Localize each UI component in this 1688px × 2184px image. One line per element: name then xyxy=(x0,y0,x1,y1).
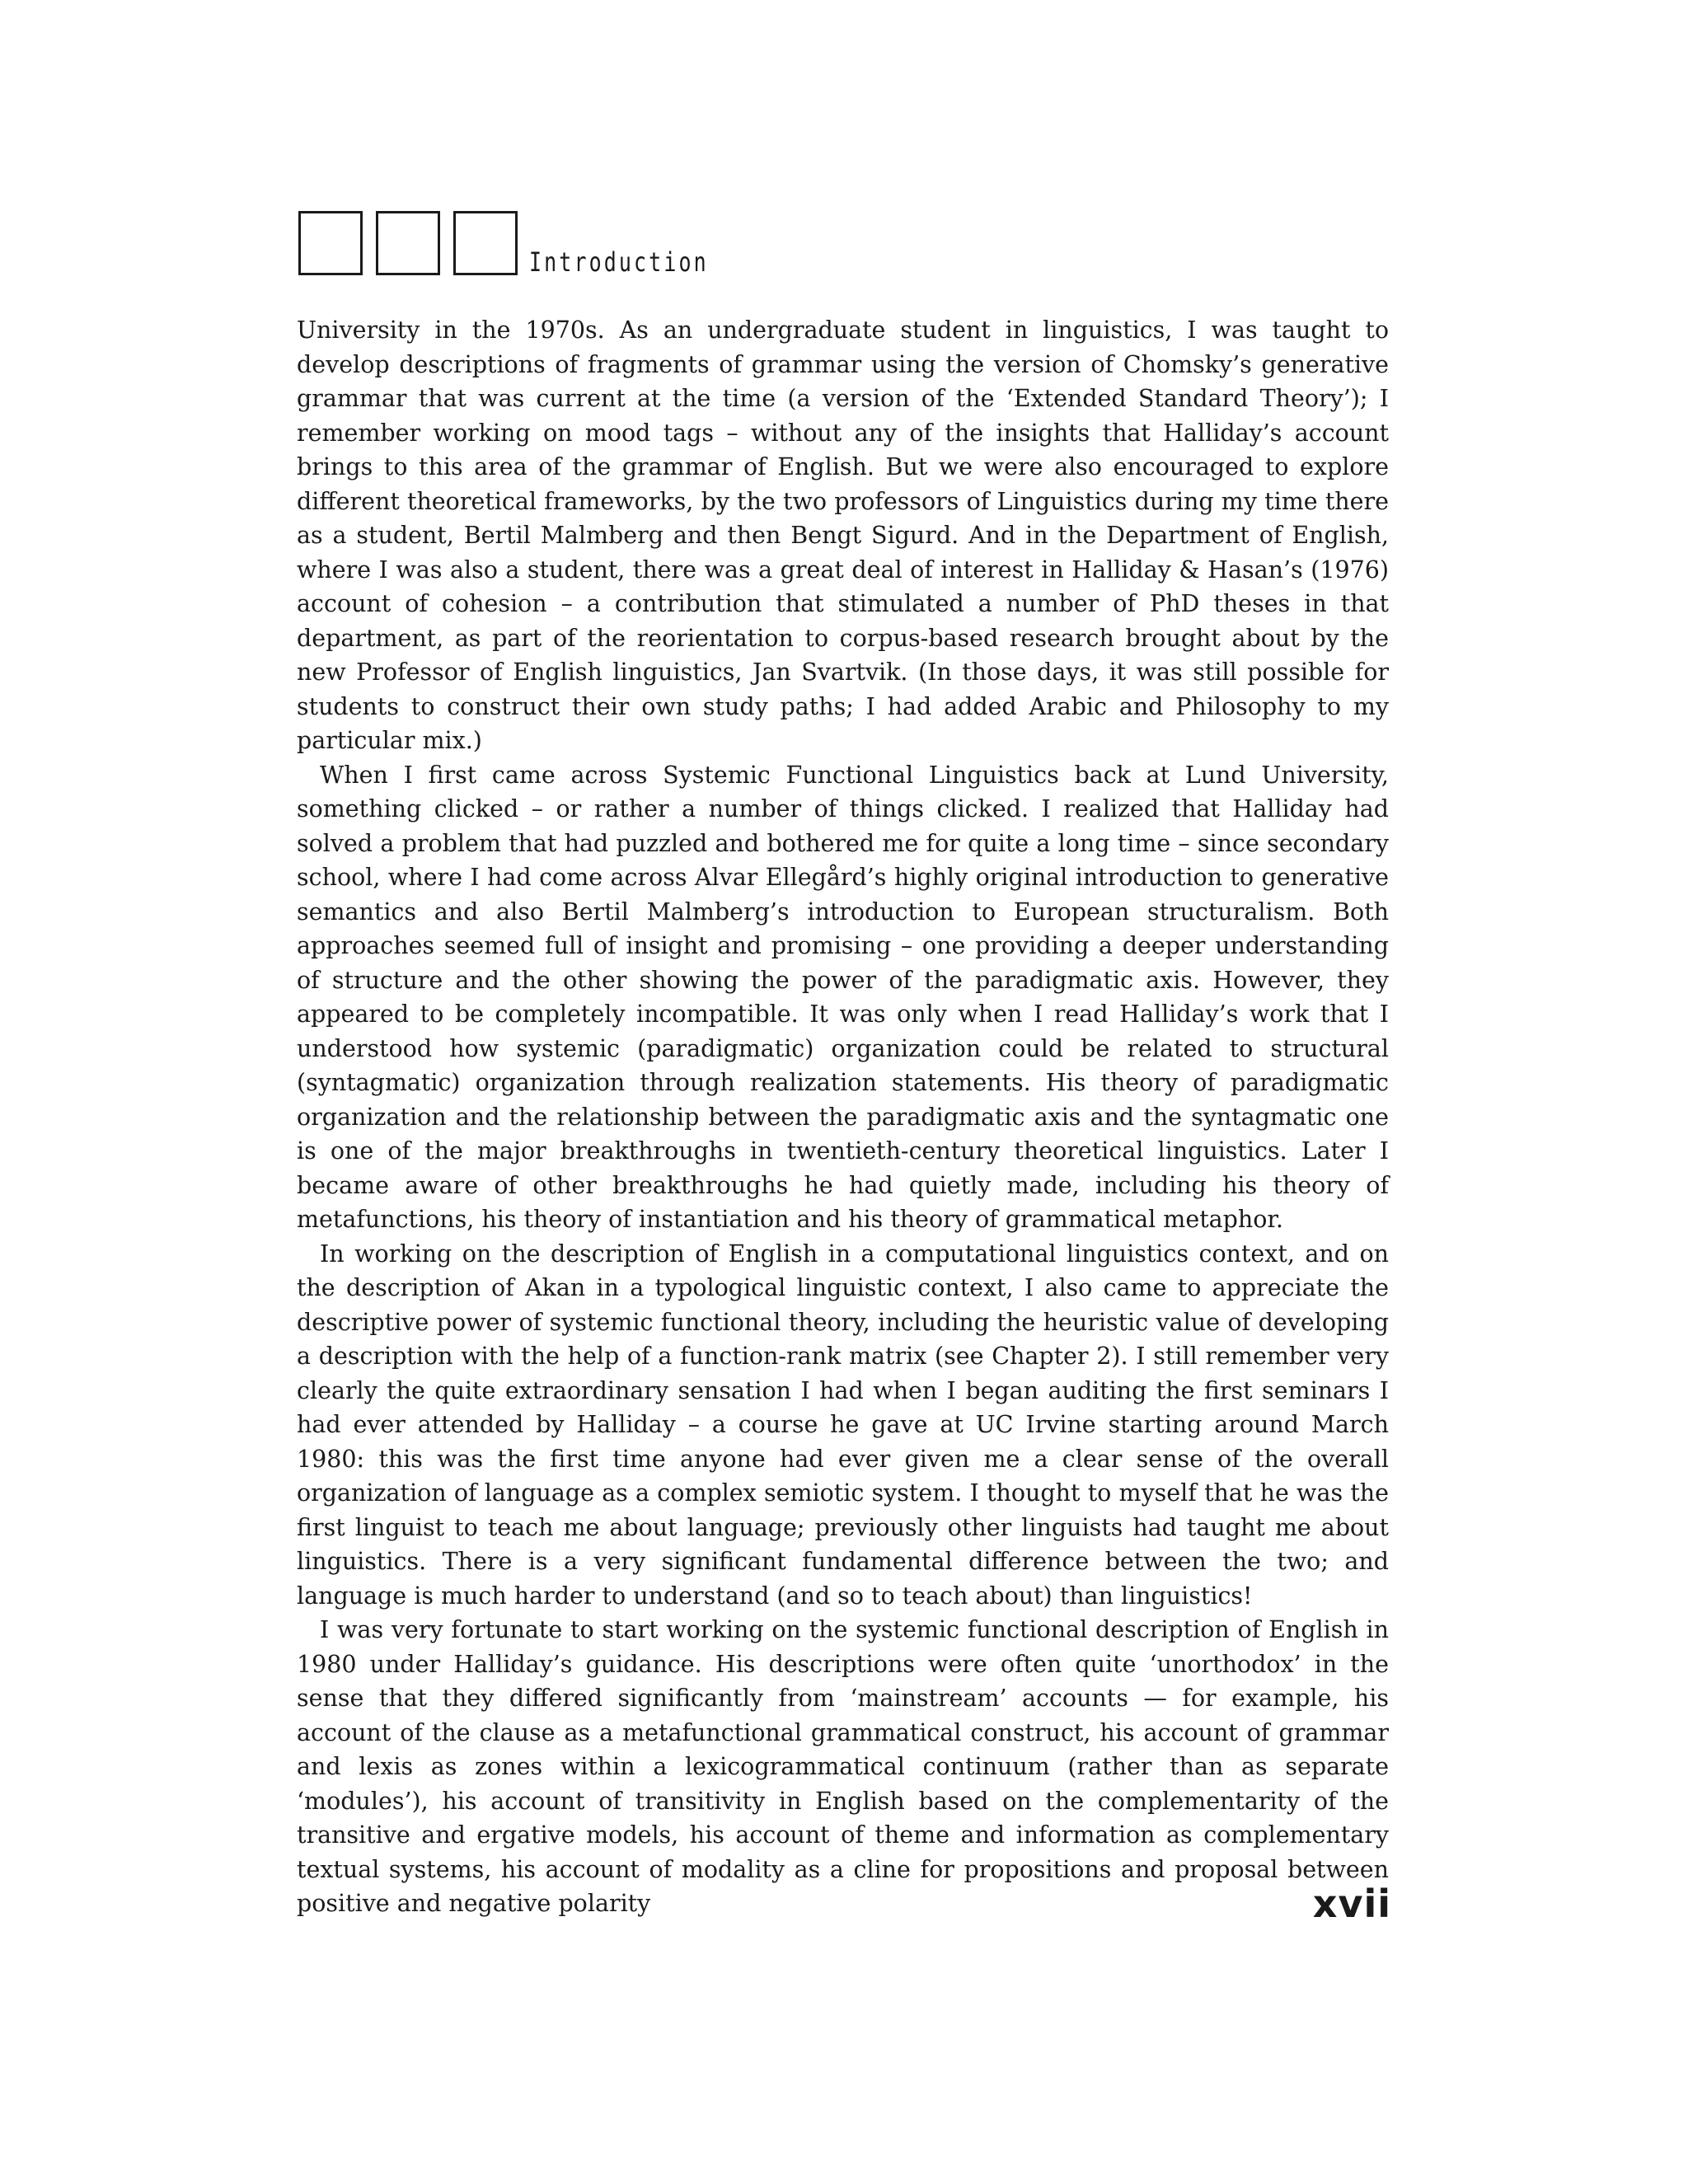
paragraph: In working on the description of English in a computational linguistics context, and on the description of Akan in a typological linguistic context, I also came to appreciate the descriptive power of systemic functional theory, including the heuristic value of developing a description with the help of a function-rank matrix (see Chapter 2). I still remember very clearly the quite extraordinary sensation I had when I began auditing the first seminars I had ever attended by Halliday – a course he gave at UC Irvine starting around March 1980: this was the first time anyone had ever given me a clear sense of the overall organization of language as a complex semiotic system. I thought to myself that he was the first linguist to teach me about language; previously other linguists had taught me about linguistics. There is a very significant fundamental difference between the two; and language is much harder to understand (and so to teach about) than linguistics! xyxy=(297,1240,1389,1610)
header-box-ornament xyxy=(376,211,440,275)
paragraph: I was very fortunate to start working on the systemic functional description of English in 1980 under Halliday’s guidance. His descriptions were often quite ‘unorthodox’ in the sense that they differed significantly from ‘mainstream’ accounts — for example, his account of the clause as a metafunctional grammatical construct, his account of grammar and lexis as zones within a lexicogrammatical continuum (rather than as separate ‘modules’), his account of transitivity in English based on the complementarity of the transitive and ergative models, his account of theme and information as complementary textual systems, his account of modality as a cline for propositions and proposal between positive and negative polarity xyxy=(297,1616,1389,1917)
running-header xyxy=(298,204,759,278)
body-text xyxy=(297,313,1389,1921)
header-box-ornament xyxy=(298,211,363,275)
running-head-title: Introduction xyxy=(529,246,709,278)
header-box-ornament xyxy=(453,211,518,275)
paragraph: When I first came across Systemic Functional Linguistics back at Lund University, something clicked – or rather a number of things clicked. I realized that Halliday had solved a problem that had puzzled and bothered me for quite a long time – since secondary school, where I had come across Alvar Ellegård’s highly original introduction to generative semantics and also Bertil Malmberg’s introduction to European structuralism. Both approaches seemed full of insight and promising – one providing a deeper understanding of structure and the other showing the power of the paradigmatic axis. However, they appeared to be completely incompatible. It was only when I read Halliday’s work that I understood how systemic (paradigmatic) organization could be related to structural (syntagmatic) organization through realization statements. His theory of paradigmatic organization and the relationship between the paradigmatic axis and the syntagmatic one is one of the major breakthroughs in twentieth-century theoretical linguistics. Later I became aware of other breakthroughs he had quietly made, including his theory of metafunctions, his theory of instantiation and his theory of grammatical metaphor. xyxy=(297,761,1389,1233)
page-number: xvii xyxy=(1312,1882,1391,1926)
paragraph: University in the 1970s. As an undergraduate student in linguistics, I was taught to develop descriptions of fragments of grammar using the version of Chomsky’s generative grammar that was current at the time (a version of the ‘Extended Standard Theory’); I remember working on mood tags – without any of the insights that Halliday’s account brings to this area of the grammar of English. But we were also encouraged to explore different theoretical frameworks, by the two professors of Linguistics during my time there as a student, Bertil Malmberg and then Bengt Sigurd. And in the Department of English, where I was also a student, there was a great deal of interest in Halliday & Hasan’s (1976) account of cohesion – a contribution that stimulated a number of PhD theses in that department, as part of the reorientation to corpus-based research brought about by the new Professor of English linguistics, Jan Svartvik. (In those days, it was still possible for students to construct their own study paths; I had added Arabic and Philosophy to my particular mix.) xyxy=(297,316,1389,754)
